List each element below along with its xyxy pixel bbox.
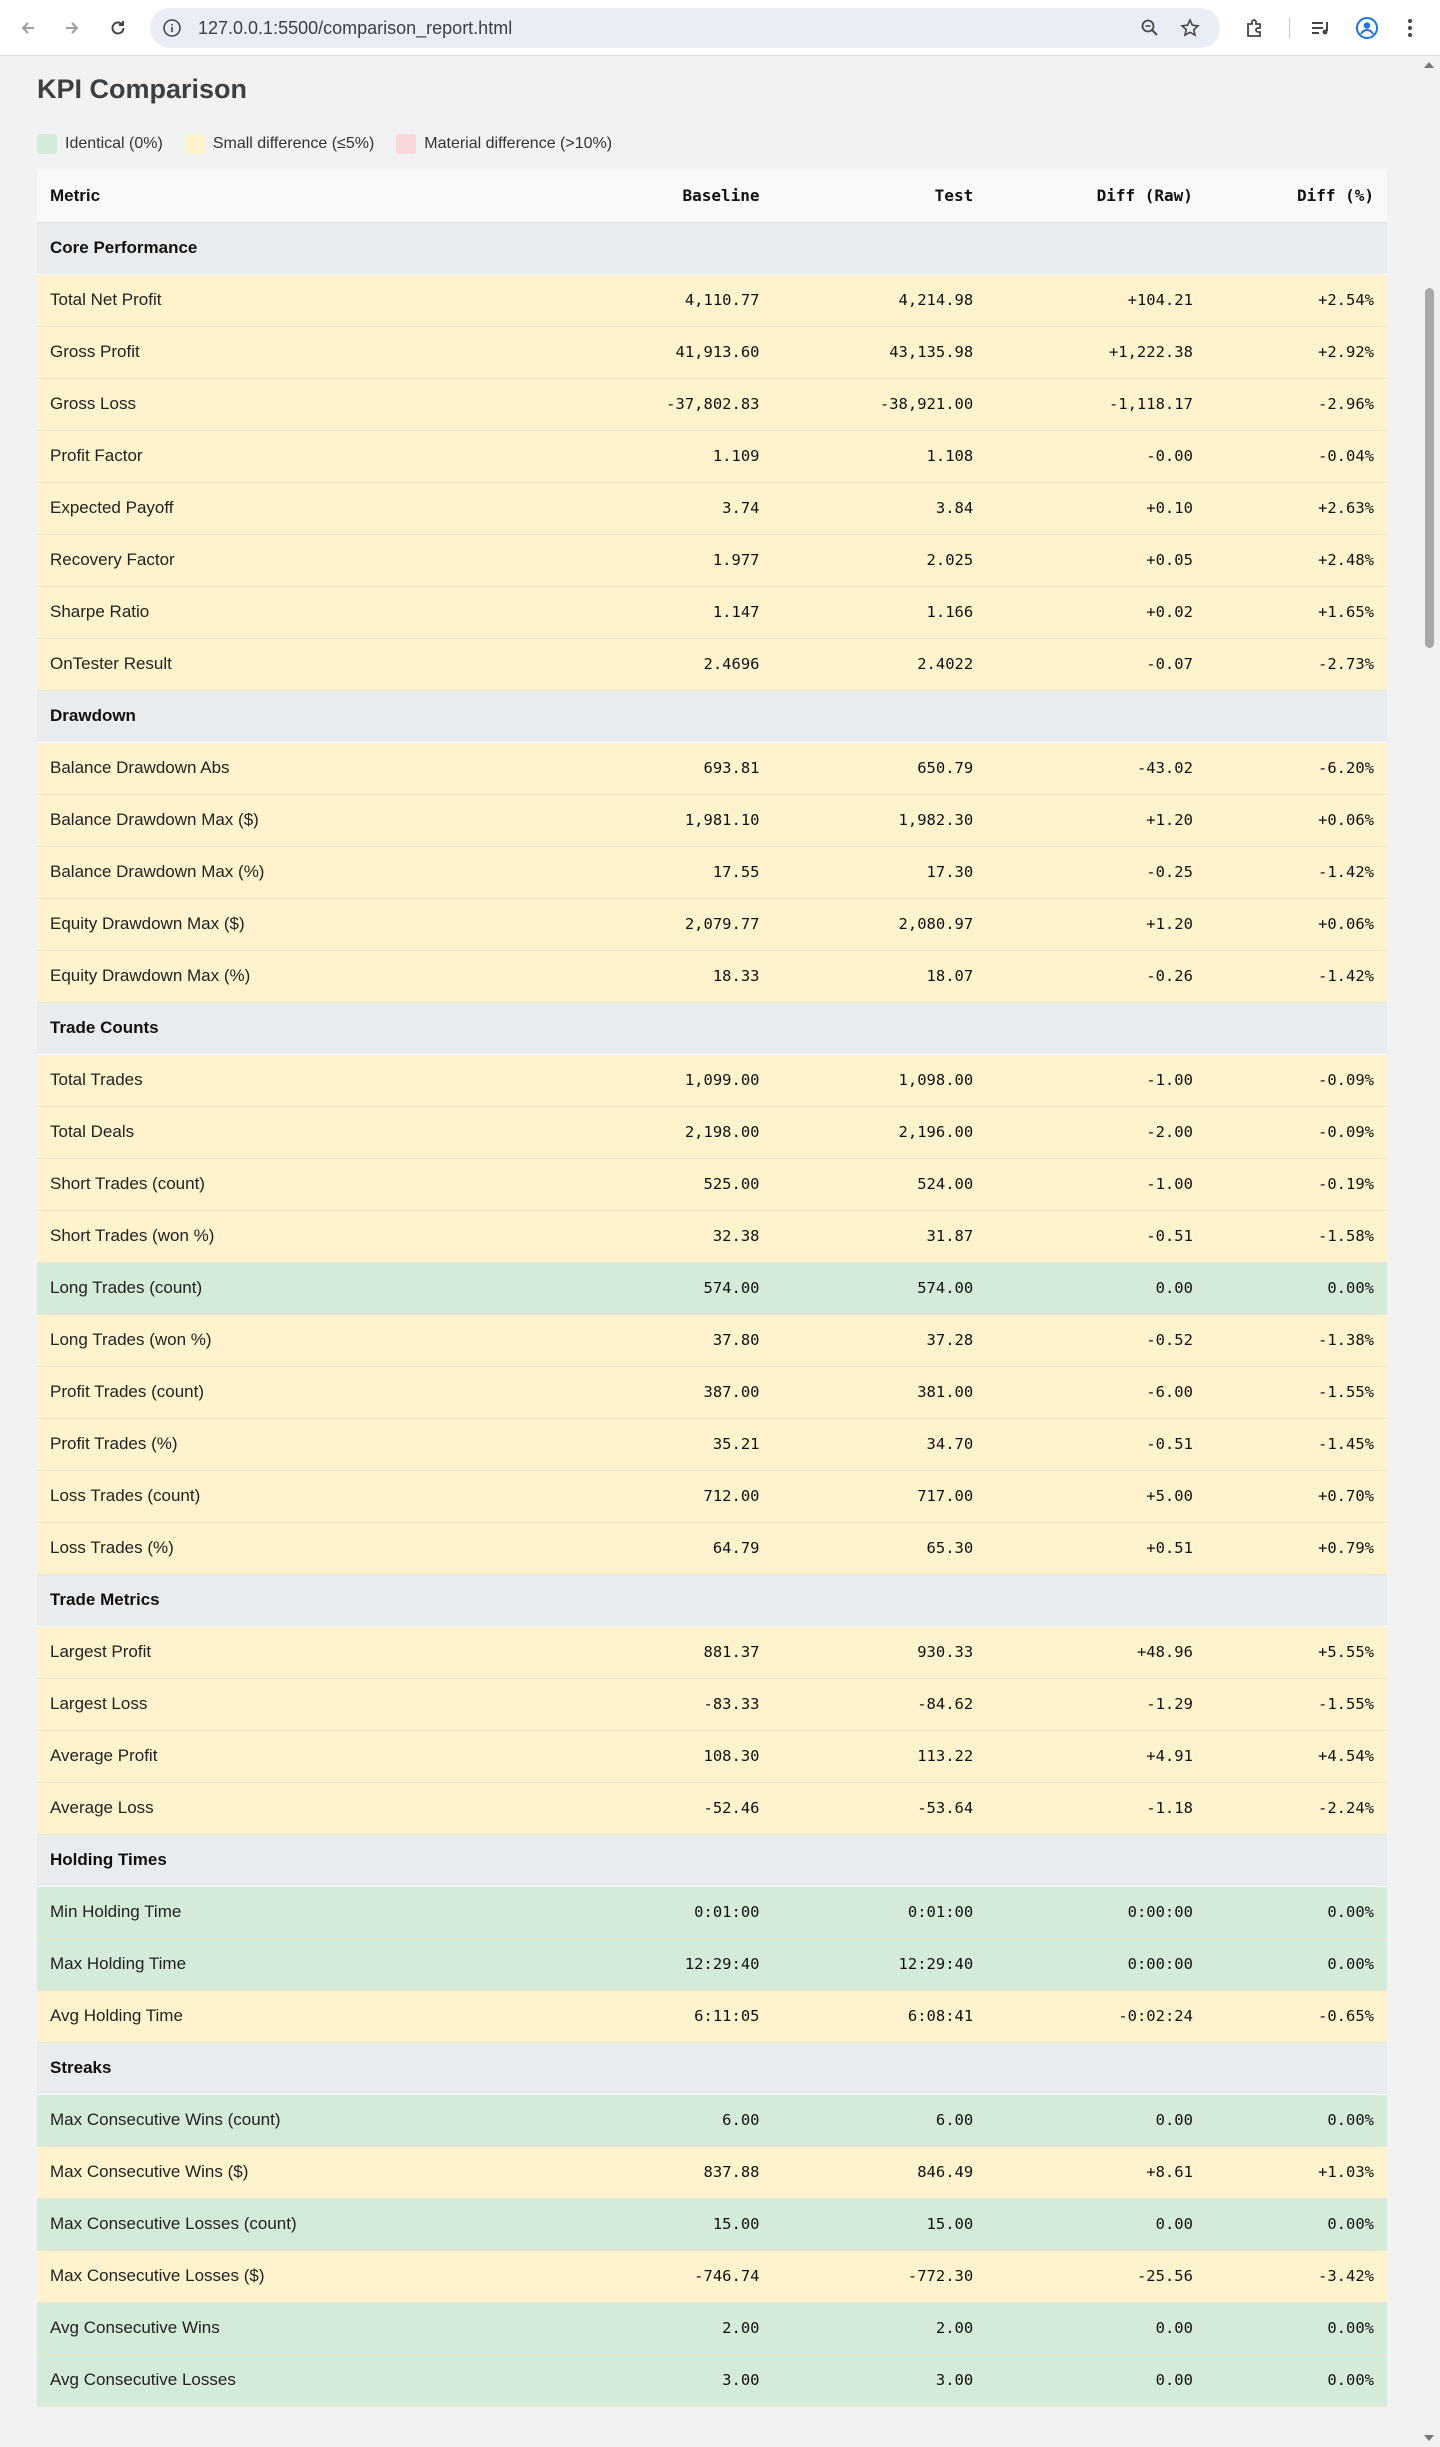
table-row — [37, 1470, 1387, 1522]
baseline-cell: 525.00 — [559, 1158, 773, 1210]
metric-cell: OnTester Result — [37, 638, 559, 690]
reload-icon — [108, 18, 128, 38]
table-row — [37, 430, 1387, 482]
table-row — [37, 1990, 1387, 2042]
table-row — [37, 1782, 1387, 1834]
table-row — [37, 1418, 1387, 1470]
report-page — [37, 56, 1387, 2407]
test-cell: 37.28 — [773, 1314, 987, 1366]
scroll-up-arrow-icon[interactable] — [1424, 62, 1434, 68]
test-cell: 524.00 — [773, 1158, 987, 1210]
raw-cell: +48.96 — [986, 1626, 1206, 1678]
baseline-cell: 18.33 — [559, 950, 773, 1002]
legend-swatch — [396, 134, 416, 154]
test-cell: -772.30 — [773, 2250, 987, 2302]
raw-cell: -0.25 — [986, 846, 1206, 898]
baseline-cell: 4,110.77 — [559, 274, 773, 326]
table-row — [37, 2094, 1387, 2146]
baseline-cell: 2,198.00 — [559, 1106, 773, 1158]
kpi-comparison-table — [37, 170, 1387, 2407]
test-cell: 6.00 — [773, 2094, 987, 2146]
test-cell: 15.00 — [773, 2198, 987, 2250]
raw-cell: +0.05 — [986, 534, 1206, 586]
forward-button[interactable] — [58, 14, 86, 42]
test-cell: 2.025 — [773, 534, 987, 586]
metric-cell: Balance Drawdown Abs — [37, 742, 559, 794]
raw-cell: +0.02 — [986, 586, 1206, 638]
section-row — [37, 690, 1387, 742]
pct-cell: 0.00% — [1206, 1262, 1387, 1314]
raw-cell: -0.07 — [986, 638, 1206, 690]
test-cell: 4,214.98 — [773, 274, 987, 326]
header-baseline: Baseline — [559, 170, 773, 222]
test-cell: 1,098.00 — [773, 1054, 987, 1106]
test-cell: 1.166 — [773, 586, 987, 638]
baseline-cell: 3.74 — [559, 482, 773, 534]
baseline-cell: 6:11:05 — [559, 1990, 773, 2042]
table-row — [37, 1106, 1387, 1158]
test-cell: 650.79 — [773, 742, 987, 794]
section-title: Streaks — [37, 2042, 1387, 2094]
pct-cell: -1.58% — [1206, 1210, 1387, 1262]
raw-cell: -0.26 — [986, 950, 1206, 1002]
section-title: Trade Metrics — [37, 1574, 1387, 1626]
section-title: Holding Times — [37, 1834, 1387, 1886]
test-cell: 381.00 — [773, 1366, 987, 1418]
metric-cell: Avg Holding Time — [37, 1990, 559, 2042]
raw-cell: +8.61 — [986, 2146, 1206, 2198]
legend-label: Small difference (≤5%) — [212, 135, 375, 152]
test-cell: 31.87 — [773, 1210, 987, 1262]
pct-cell: 0.00% — [1206, 1938, 1387, 1990]
reload-button[interactable] — [104, 14, 132, 42]
metric-cell: Profit Trades (count) — [37, 1366, 559, 1418]
metric-cell: Profit Factor — [37, 430, 559, 482]
raw-cell: 0:00:00 — [986, 1886, 1206, 1938]
metric-cell: Max Consecutive Losses ($) — [37, 2250, 559, 2302]
metric-cell: Max Consecutive Wins ($) — [37, 2146, 559, 2198]
table-row — [37, 2146, 1387, 2198]
baseline-cell: 37.80 — [559, 1314, 773, 1366]
pct-cell: -1.38% — [1206, 1314, 1387, 1366]
raw-cell: -1.00 — [986, 1158, 1206, 1210]
media-controls-icon[interactable] — [1308, 16, 1332, 40]
baseline-cell: 64.79 — [559, 1522, 773, 1574]
table-body — [37, 222, 1387, 2406]
arrow-left-icon — [18, 18, 38, 38]
pct-cell: -2.73% — [1206, 638, 1387, 690]
pct-cell: -2.96% — [1206, 378, 1387, 430]
table-row — [37, 1626, 1387, 1678]
metric-cell: Max Consecutive Wins (count) — [37, 2094, 559, 2146]
legend-item — [37, 134, 163, 154]
page-title: KPI Comparison — [37, 74, 248, 104]
metric-cell: Loss Trades (count) — [37, 1470, 559, 1522]
baseline-cell: 6.00 — [559, 2094, 773, 2146]
raw-cell: +0.10 — [986, 482, 1206, 534]
test-cell: 34.70 — [773, 1418, 987, 1470]
metric-cell: Short Trades (won %) — [37, 1210, 559, 1262]
section-row — [37, 222, 1387, 274]
zoom-icon[interactable] — [1140, 18, 1160, 38]
metric-cell: Largest Loss — [37, 1678, 559, 1730]
table-row — [37, 1730, 1387, 1782]
baseline-cell: -52.46 — [559, 1782, 773, 1834]
metric-cell: Gross Profit — [37, 326, 559, 378]
baseline-cell: 32.38 — [559, 1210, 773, 1262]
pct-cell: -1.55% — [1206, 1366, 1387, 1418]
toolbar-separator — [1289, 18, 1290, 38]
table-row — [37, 1210, 1387, 1262]
table-row — [37, 274, 1387, 326]
test-cell: 65.30 — [773, 1522, 987, 1574]
page-scrollbar[interactable] — [1418, 56, 1440, 2447]
table-header-row — [37, 170, 1387, 222]
table-row — [37, 1678, 1387, 1730]
section-row — [37, 2042, 1387, 2094]
pct-cell: -6.20% — [1206, 742, 1387, 794]
bookmark-star-icon[interactable] — [1180, 18, 1200, 38]
metric-cell: Long Trades (won %) — [37, 1314, 559, 1366]
baseline-cell: 108.30 — [559, 1730, 773, 1782]
pct-cell: -2.24% — [1206, 1782, 1387, 1834]
extensions-icon[interactable] — [1243, 16, 1267, 40]
metric-cell: Loss Trades (%) — [37, 1522, 559, 1574]
baseline-cell: 2,079.77 — [559, 898, 773, 950]
legend-swatch — [185, 134, 205, 154]
raw-cell: +4.91 — [986, 1730, 1206, 1782]
metric-cell: Profit Trades (%) — [37, 1418, 559, 1470]
metric-cell: Max Consecutive Losses (count) — [37, 2198, 559, 2250]
test-cell: 43,135.98 — [773, 326, 987, 378]
pct-cell: 0.00% — [1206, 2094, 1387, 2146]
site-info-icon[interactable] — [162, 18, 182, 38]
pct-cell: -1.55% — [1206, 1678, 1387, 1730]
baseline-cell: 387.00 — [559, 1366, 773, 1418]
table-row — [37, 638, 1387, 690]
test-cell: 1.108 — [773, 430, 987, 482]
metric-cell: Short Trades (count) — [37, 1158, 559, 1210]
baseline-cell: 15.00 — [559, 2198, 773, 2250]
pct-cell: +0.06% — [1206, 794, 1387, 846]
table-row — [37, 1054, 1387, 1106]
baseline-cell: 1,981.10 — [559, 794, 773, 846]
baseline-cell: 1.109 — [559, 430, 773, 482]
url-text[interactable]: 127.0.0.1:5500/comparison_report.html — [198, 18, 513, 38]
metric-cell: Max Holding Time — [37, 1938, 559, 1990]
test-cell: 846.49 — [773, 2146, 987, 2198]
table-row — [37, 1886, 1387, 1938]
raw-cell: 0.00 — [986, 2354, 1206, 2406]
raw-cell: -0.52 — [986, 1314, 1206, 1366]
pct-cell: -3.42% — [1206, 2250, 1387, 2302]
raw-cell: -1.00 — [986, 1054, 1206, 1106]
test-cell: 0:01:00 — [773, 1886, 987, 1938]
pct-cell: -0.65% — [1206, 1990, 1387, 2042]
metric-cell: Sharpe Ratio — [37, 586, 559, 638]
raw-cell: -25.56 — [986, 2250, 1206, 2302]
section-row — [37, 1574, 1387, 1626]
pct-cell: -1.42% — [1206, 950, 1387, 1002]
pct-cell: 0.00% — [1206, 2354, 1387, 2406]
raw-cell: -1,118.17 — [986, 378, 1206, 430]
baseline-cell: 574.00 — [559, 1262, 773, 1314]
header-diff-pct: Diff (%) — [1206, 170, 1387, 222]
test-cell: -38,921.00 — [773, 378, 987, 430]
pct-cell: -1.42% — [1206, 846, 1387, 898]
table-row — [37, 950, 1387, 1002]
header-metric: Metric — [37, 170, 559, 222]
section-row — [37, 1002, 1387, 1054]
metric-cell: Total Trades — [37, 1054, 559, 1106]
raw-cell: -1.29 — [986, 1678, 1206, 1730]
section-title: Drawdown — [37, 690, 1387, 742]
more-menu-icon[interactable] — [1398, 16, 1422, 40]
header-diff-raw: Diff (Raw) — [986, 170, 1206, 222]
table-row — [37, 2250, 1387, 2302]
raw-cell: +0.51 — [986, 1522, 1206, 1574]
table-row — [37, 2198, 1387, 2250]
table-row — [37, 1366, 1387, 1418]
test-cell: 3.84 — [773, 482, 987, 534]
pct-cell: +5.55% — [1206, 1626, 1387, 1678]
legend-label: Identical (0%) — [65, 135, 163, 152]
raw-cell: 0.00 — [986, 1262, 1206, 1314]
pct-cell: +1.65% — [1206, 586, 1387, 638]
pct-cell: +0.70% — [1206, 1470, 1387, 1522]
raw-cell: -0.51 — [986, 1210, 1206, 1262]
table-row — [37, 586, 1387, 638]
table-row — [37, 2302, 1387, 2354]
baseline-cell: 712.00 — [559, 1470, 773, 1522]
pct-cell: +0.79% — [1206, 1522, 1387, 1574]
test-cell: 12:29:40 — [773, 1938, 987, 1990]
table-row — [37, 1158, 1387, 1210]
scroll-down-arrow-icon[interactable] — [1424, 2435, 1434, 2441]
pct-cell: +2.63% — [1206, 482, 1387, 534]
test-cell: 2.4022 — [773, 638, 987, 690]
table-row — [37, 534, 1387, 586]
test-cell: 2,196.00 — [773, 1106, 987, 1158]
table-row — [37, 2354, 1387, 2406]
metric-cell: Avg Consecutive Losses — [37, 2354, 559, 2406]
pct-cell: -0.09% — [1206, 1054, 1387, 1106]
table-row — [37, 1938, 1387, 1990]
raw-cell: +1.20 — [986, 898, 1206, 950]
raw-cell: +104.21 — [986, 274, 1206, 326]
test-cell: 2.00 — [773, 2302, 987, 2354]
metric-cell: Long Trades (count) — [37, 1262, 559, 1314]
pct-cell: +1.03% — [1206, 2146, 1387, 2198]
metric-cell: Recovery Factor — [37, 534, 559, 586]
raw-cell: 0.00 — [986, 2094, 1206, 2146]
raw-cell: -1.18 — [986, 1782, 1206, 1834]
baseline-cell: 1.977 — [559, 534, 773, 586]
baseline-cell: 0:01:00 — [559, 1886, 773, 1938]
table-row — [37, 326, 1387, 378]
baseline-cell: 12:29:40 — [559, 1938, 773, 1990]
pct-cell: -0.09% — [1206, 1106, 1387, 1158]
raw-cell: -2.00 — [986, 1106, 1206, 1158]
baseline-cell: 881.37 — [559, 1626, 773, 1678]
baseline-cell: 3.00 — [559, 2354, 773, 2406]
table-row — [37, 1314, 1387, 1366]
table-row — [37, 378, 1387, 430]
test-cell: 3.00 — [773, 2354, 987, 2406]
profile-avatar-icon[interactable] — [1355, 16, 1379, 40]
baseline-cell: 693.81 — [559, 742, 773, 794]
test-cell: 930.33 — [773, 1626, 987, 1678]
raw-cell: -6.00 — [986, 1366, 1206, 1418]
test-cell: 1,982.30 — [773, 794, 987, 846]
legend-item — [185, 134, 374, 154]
metric-cell: Total Net Profit — [37, 274, 559, 326]
table-row — [37, 742, 1387, 794]
test-cell: -53.64 — [773, 1782, 987, 1834]
raw-cell: 0.00 — [986, 2198, 1206, 2250]
metric-cell: Largest Profit — [37, 1626, 559, 1678]
metric-cell: Expected Payoff — [37, 482, 559, 534]
pct-cell: +0.06% — [1206, 898, 1387, 950]
pct-cell: 0.00% — [1206, 2302, 1387, 2354]
metric-cell: Average Profit — [37, 1730, 559, 1782]
baseline-cell: -83.33 — [559, 1678, 773, 1730]
test-cell: -84.62 — [773, 1678, 987, 1730]
baseline-cell: 35.21 — [559, 1418, 773, 1470]
table-row — [37, 1262, 1387, 1314]
section-title: Trade Counts — [37, 1002, 1387, 1054]
pct-cell: -0.04% — [1206, 430, 1387, 482]
legend — [37, 128, 1387, 160]
table-row — [37, 794, 1387, 846]
pct-cell: +2.54% — [1206, 274, 1387, 326]
raw-cell: +1.20 — [986, 794, 1206, 846]
metric-cell: Balance Drawdown Max ($) — [37, 794, 559, 846]
address-bar[interactable] — [150, 8, 1220, 48]
baseline-cell: 2.00 — [559, 2302, 773, 2354]
raw-cell: -0.00 — [986, 430, 1206, 482]
pct-cell: 0.00% — [1206, 2198, 1387, 2250]
baseline-cell: -37,802.83 — [559, 378, 773, 430]
baseline-cell: 17.55 — [559, 846, 773, 898]
test-cell: 113.22 — [773, 1730, 987, 1782]
metric-cell: Gross Loss — [37, 378, 559, 430]
metric-cell: Avg Consecutive Wins — [37, 2302, 559, 2354]
arrow-right-icon — [62, 18, 82, 38]
header-test: Test — [773, 170, 987, 222]
pct-cell: -0.19% — [1206, 1158, 1387, 1210]
pct-cell: 0.00% — [1206, 1886, 1387, 1938]
baseline-cell: -746.74 — [559, 2250, 773, 2302]
test-cell: 2,080.97 — [773, 898, 987, 950]
pct-cell: +2.48% — [1206, 534, 1387, 586]
raw-cell: +5.00 — [986, 1470, 1206, 1522]
metric-cell: Average Loss — [37, 1782, 559, 1834]
baseline-cell: 1,099.00 — [559, 1054, 773, 1106]
pct-cell: +2.92% — [1206, 326, 1387, 378]
raw-cell: -0:02:24 — [986, 1990, 1206, 2042]
test-cell: 574.00 — [773, 1262, 987, 1314]
legend-swatch — [37, 134, 57, 154]
table-row — [37, 482, 1387, 534]
test-cell: 17.30 — [773, 846, 987, 898]
table-row — [37, 1522, 1387, 1574]
baseline-cell: 2.4696 — [559, 638, 773, 690]
legend-label: Material difference (>10%) — [424, 135, 613, 152]
baseline-cell: 837.88 — [559, 2146, 773, 2198]
table-row — [37, 846, 1387, 898]
pct-cell: +4.54% — [1206, 1730, 1387, 1782]
raw-cell: +1,222.38 — [986, 326, 1206, 378]
raw-cell: -43.02 — [986, 742, 1206, 794]
metric-cell: Equity Drawdown Max ($) — [37, 898, 559, 950]
raw-cell: 0.00 — [986, 2302, 1206, 2354]
test-cell: 6:08:41 — [773, 1990, 987, 2042]
test-cell: 717.00 — [773, 1470, 987, 1522]
metric-cell: Total Deals — [37, 1106, 559, 1158]
test-cell: 18.07 — [773, 950, 987, 1002]
browser-toolbar — [0, 0, 1440, 56]
section-row — [37, 1834, 1387, 1886]
table-row — [37, 898, 1387, 950]
back-button[interactable] — [14, 14, 42, 42]
metric-cell: Min Holding Time — [37, 1886, 559, 1938]
baseline-cell: 41,913.60 — [559, 326, 773, 378]
raw-cell: 0:00:00 — [986, 1938, 1206, 1990]
raw-cell: -0.51 — [986, 1418, 1206, 1470]
metric-cell: Equity Drawdown Max (%) — [37, 950, 559, 1002]
metric-cell: Balance Drawdown Max (%) — [37, 846, 559, 898]
baseline-cell: 1.147 — [559, 586, 773, 638]
legend-item — [396, 134, 612, 154]
pct-cell: -1.45% — [1206, 1418, 1387, 1470]
section-title: Core Performance — [37, 222, 1387, 274]
scroll-thumb[interactable] — [1425, 288, 1434, 648]
